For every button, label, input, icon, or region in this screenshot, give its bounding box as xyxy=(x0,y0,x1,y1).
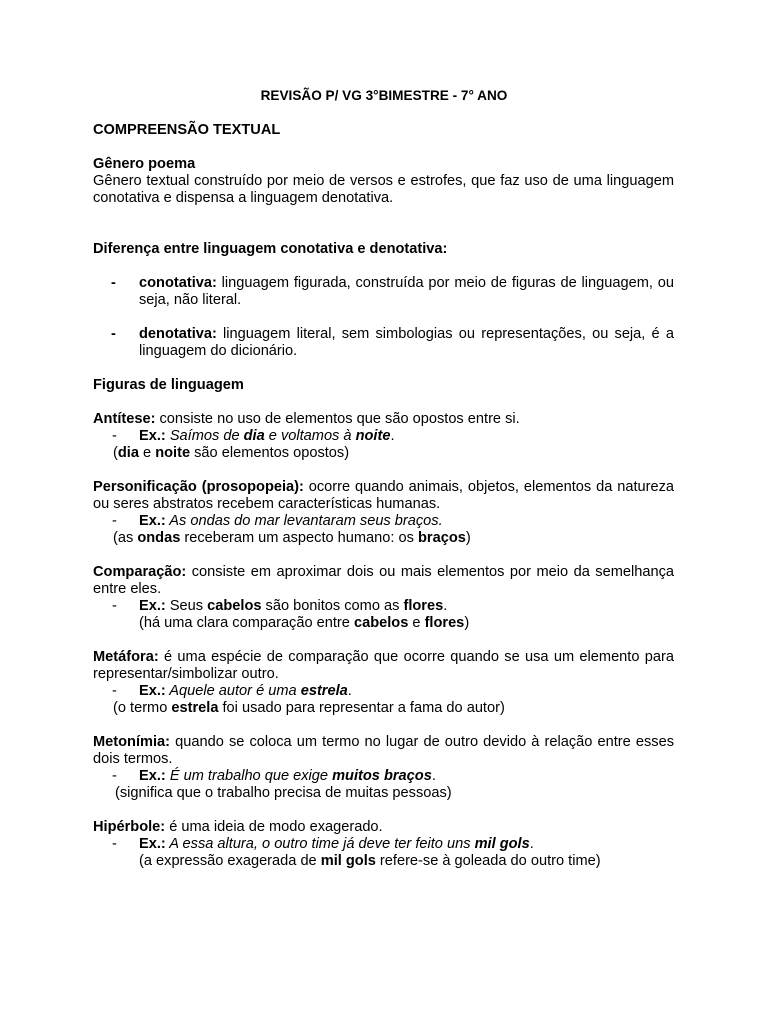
note-text: são elementos opostos) xyxy=(190,445,350,461)
personificacao-term: Personificação (prosopopeia): xyxy=(93,479,304,495)
ex-label: Ex.: xyxy=(139,768,166,784)
hiperbole-note xyxy=(93,853,674,870)
diferenca-heading: Diferença entre linguagem conotativa e denotativa: xyxy=(93,241,448,257)
example-bold: dia xyxy=(243,428,265,444)
example-bold: noite xyxy=(355,428,391,444)
antitese-definition xyxy=(93,411,674,428)
note-bold: ondas xyxy=(137,530,181,546)
metonimia-example xyxy=(93,768,674,785)
example-text: . xyxy=(347,683,352,699)
hiperbole-definition xyxy=(93,819,674,836)
antitese-note xyxy=(93,445,674,462)
note-text: (o termo xyxy=(113,700,172,716)
note-text: receberam um aspecto humano: os xyxy=(180,530,418,546)
example-bold: flores xyxy=(403,598,444,614)
comparacao-note xyxy=(93,615,674,632)
hiperbole-term: Hipérbole: xyxy=(93,819,166,835)
example-text: . xyxy=(529,836,534,852)
poema-heading: Gênero poema xyxy=(93,156,196,172)
poema-text: Gênero textual construído por meio de versos e estrofes, que faz uso de uma linguagem conotativa e dispensa a linguagem denotativa. xyxy=(93,173,674,206)
dash-mark: - xyxy=(112,598,117,614)
section-title: COMPREENSÃO TEXTUAL xyxy=(93,122,281,138)
conotativa-term: conotativa: xyxy=(139,275,217,291)
example-bold: mil gols xyxy=(474,836,530,852)
metonimia-def: quando se coloca um termo no lugar de outro devido à relação entre esses dois termos. xyxy=(93,734,674,767)
metonimia-term: Metonímia: xyxy=(93,734,171,750)
ex-label: Ex.: xyxy=(139,428,166,444)
antitese-term: Antítese: xyxy=(93,411,156,427)
note-bold: cabelos xyxy=(353,615,409,631)
metafora-note xyxy=(93,700,674,717)
conotativa-text: linguagem figurada, construída por meio de figuras de linguagem, ou seja, não literal. xyxy=(139,275,674,308)
note-text: ) xyxy=(464,615,470,631)
example-text: são bonitos como as xyxy=(261,598,404,614)
comparacao-term: Comparação: xyxy=(93,564,187,580)
example-text: A essa altura, o outro time já deve ter feito uns xyxy=(165,836,475,852)
example-text: e voltamos à xyxy=(264,428,356,444)
conotativa-bullet xyxy=(93,275,674,309)
note-text: (há uma clara comparação entre xyxy=(139,615,354,631)
note-bold: dia xyxy=(117,445,139,461)
note-bold: mil gols xyxy=(320,853,376,869)
dash-mark: - xyxy=(112,513,117,529)
note-text: ( xyxy=(113,445,118,461)
note-text: refere-se à goleada do outro time) xyxy=(375,853,601,869)
note-bold: estrela xyxy=(171,700,219,716)
personificacao-note xyxy=(93,530,674,547)
example-text: Seus xyxy=(165,598,208,614)
comparacao-definition xyxy=(93,564,674,598)
example-text: . xyxy=(431,768,436,784)
example-text: . xyxy=(390,428,395,444)
comparacao-example xyxy=(93,598,674,615)
bullet-mark: - xyxy=(111,275,116,291)
example-text: Aquele autor é uma xyxy=(165,683,301,699)
denotativa-text: linguagem literal, sem simbologias ou representações, ou seja, é a linguagem do dicionário. xyxy=(139,326,674,359)
dash-mark: - xyxy=(112,768,117,784)
note-text: e xyxy=(408,615,425,631)
personificacao-definition xyxy=(93,479,674,513)
example-text: . xyxy=(443,598,448,614)
example-bold: muitos braços xyxy=(332,768,432,784)
document-body xyxy=(93,122,674,870)
comparacao-def: consiste em aproximar dois ou mais elementos por meio da semelhança entre eles. xyxy=(93,564,674,597)
example-bold: cabelos xyxy=(207,598,262,614)
metafora-term: Metáfora: xyxy=(93,649,159,665)
ex-label: Ex.: xyxy=(139,513,166,529)
dash-mark: - xyxy=(112,836,117,852)
note-bold: noite xyxy=(155,445,191,461)
hiperbole-example xyxy=(93,836,674,853)
metonimia-definition xyxy=(93,734,674,768)
personificacao-example xyxy=(93,513,674,530)
metafora-def: é uma espécie de comparação que ocorre quando se usa um elemento para representar/simbolizar outro. xyxy=(93,649,674,682)
dash-mark: - xyxy=(112,683,117,699)
metafora-definition xyxy=(93,649,674,683)
denotativa-term: denotativa: xyxy=(139,326,217,342)
figuras-heading: Figuras de linguagem xyxy=(93,377,244,393)
example-bold: estrela xyxy=(300,683,348,699)
ex-label: Ex.: xyxy=(139,836,166,852)
note-text: foi usado para representar a fama do autor) xyxy=(218,700,505,716)
note-bold: flores xyxy=(424,615,465,631)
note-text: e xyxy=(138,445,156,461)
note-text: (as xyxy=(113,530,138,546)
note-bold: braços xyxy=(418,530,466,546)
denotativa-bullet xyxy=(93,326,674,360)
antitese-example xyxy=(93,428,674,445)
example-text: As ondas do mar levantaram seus braços. xyxy=(165,513,443,529)
example-text: É um trabalho que exige xyxy=(165,768,333,784)
document-title: REVISÃO P/ VG 3°BIMESTRE - 7° ANO xyxy=(260,88,508,103)
dash-mark: - xyxy=(112,428,117,444)
example-text: Saímos de xyxy=(165,428,244,444)
ex-label: Ex.: xyxy=(139,598,166,614)
metonimia-note: (significa que o trabalho precisa de muitas pessoas) xyxy=(115,785,452,801)
bullet-mark: - xyxy=(111,326,116,342)
personificacao-def: ocorre quando animais, objetos, elementos da natureza ou seres abstratos recebem características humanas. xyxy=(93,479,674,512)
note-text: (a expressão exagerada de xyxy=(139,853,321,869)
metafora-example xyxy=(93,683,674,700)
antitese-def: consiste no uso de elementos que são opostos entre si. xyxy=(155,411,520,427)
ex-label: Ex.: xyxy=(139,683,166,699)
hiperbole-def: é uma ideia de modo exagerado. xyxy=(165,819,383,835)
note-text: ) xyxy=(465,530,471,546)
